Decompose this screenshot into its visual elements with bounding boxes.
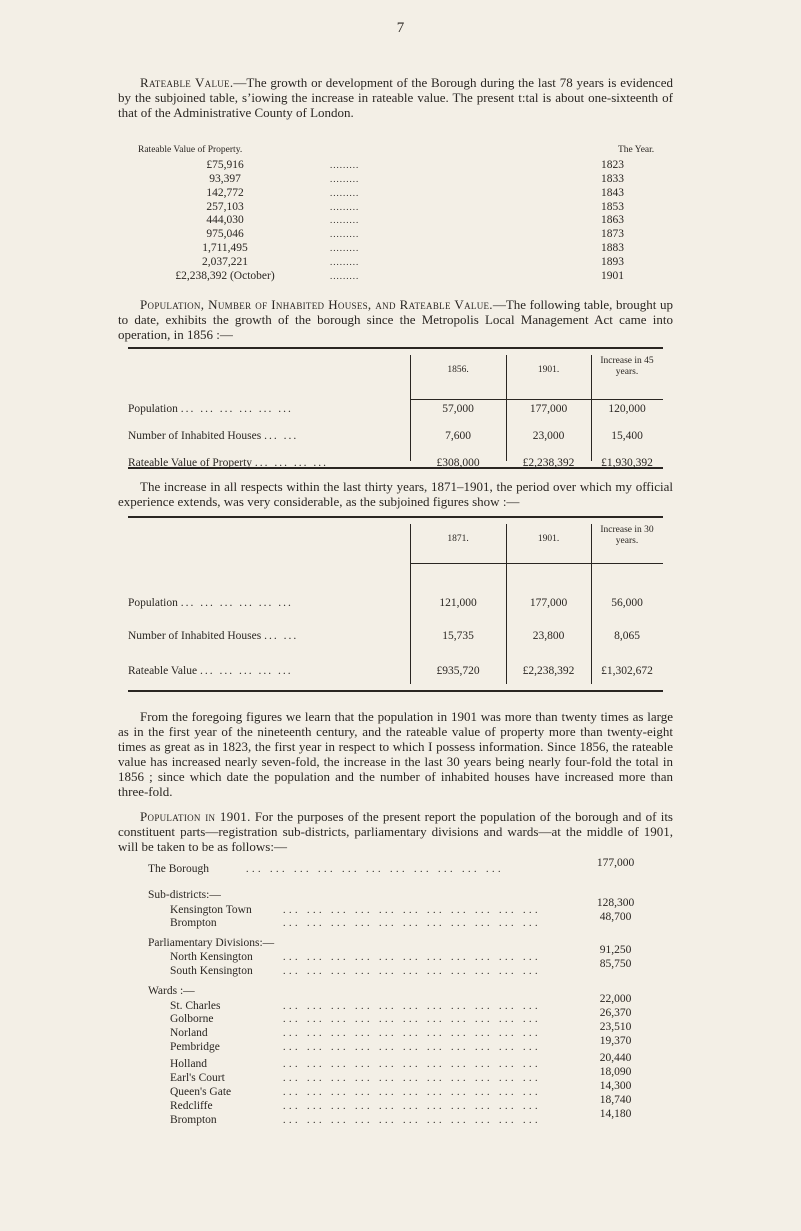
population-value: 18,740 <box>599 1094 632 1106</box>
table-cell: 7,600 <box>445 430 471 442</box>
population-row-label: Brompton <box>170 917 217 929</box>
growth-table-1856-1901 <box>128 347 663 469</box>
table-cell: £1,930,392 <box>601 457 653 469</box>
rateable-value-year: 1823 <box>601 159 624 171</box>
table-cell: 56,000 <box>611 597 643 609</box>
table-cell: 23,800 <box>532 630 565 642</box>
dot-leader: ... ... ... ... ... ... ... ... ... ... ... <box>283 966 541 977</box>
rateable-value-row <box>150 241 670 255</box>
dot-leader: ... ... ... ... ... ... ... ... ... ... ... <box>283 1028 541 1039</box>
population-value: 48,700 <box>599 911 632 923</box>
dot-leader: ......... <box>330 188 360 198</box>
table-column-header: Increase in 45 years. <box>600 356 654 377</box>
dot-leader: ......... <box>330 174 360 184</box>
rateable-value-year: 1883 <box>601 242 624 254</box>
dot-leader: ... ... ... ... ... ... ... ... ... ... ... <box>283 1101 541 1112</box>
dot-leader: ... ... ... ... ... ... <box>180 403 293 415</box>
population-row-label: St. Charles <box>170 1000 221 1012</box>
rateable-value-row <box>150 227 670 241</box>
dot-leader: ......... <box>330 215 360 225</box>
population-houses-paragraph <box>118 297 673 342</box>
table-cell: 23,000 <box>532 430 565 442</box>
col-header-value: Rateable Value of Property. <box>138 145 243 155</box>
dot-leader: ... ... ... ... ... ... ... ... ... ... ... <box>283 1073 541 1084</box>
table-cell: £2,238,392 <box>522 665 575 677</box>
rateable-value-amount: 142,772 <box>206 187 244 199</box>
table-row-label <box>128 430 298 442</box>
population-value: 22,000 <box>599 993 632 1005</box>
rateable-value-year: 1873 <box>601 228 624 240</box>
table-column-header: 1901. <box>537 365 560 375</box>
rateable-value-year: 1833 <box>601 173 624 185</box>
table-top-rule <box>128 516 663 518</box>
population-row-label: Redcliffe <box>170 1100 213 1112</box>
table-cell: £308,000 <box>436 457 480 469</box>
header-underline <box>410 399 663 400</box>
population-row-label: Kensington Town <box>170 904 252 916</box>
rateable-value-amount: 975,046 <box>206 228 244 240</box>
table-cell: 121,000 <box>439 597 477 609</box>
population-value: 18,090 <box>599 1066 632 1078</box>
rateable-value-row <box>150 200 670 214</box>
dot-leader: ... ... <box>264 430 299 442</box>
table-cell: 57,000 <box>442 403 474 415</box>
table-column-header: 1856. <box>447 365 469 375</box>
dot-leader: ... ... ... ... ... ... ... ... ... ... ... <box>283 905 541 916</box>
table-top-rule <box>128 347 663 349</box>
rateable-value-amount: 1,711,495 <box>202 242 248 254</box>
rateable-value-heading: Rateable Value. <box>140 75 234 90</box>
row-label-text: Population <box>128 403 178 415</box>
table-cell: 177,000 <box>529 597 568 609</box>
row-label-text: Rateable Value <box>128 665 198 677</box>
dot-leader: ......... <box>330 202 360 212</box>
dot-leader: ......... <box>330 243 360 253</box>
row-label-text: Number of Inhabited Houses <box>128 630 262 642</box>
dot-leader: ......... <box>330 257 360 267</box>
dot-leader: ... ... ... ... ... ... ... ... ... ... ... <box>283 1014 541 1025</box>
population-row-label: North Kensington <box>170 951 253 963</box>
population-row-label: Sub-districts:— <box>148 889 221 901</box>
population-row-label: Holland <box>170 1058 208 1070</box>
dot-leader: ... ... ... ... <box>254 457 329 469</box>
population-value: 128,300 <box>596 897 635 909</box>
table-cell: 177,000 <box>529 403 568 415</box>
rateable-value-row <box>150 213 670 227</box>
population-row-label: Parliamentary Divisions:— <box>148 937 275 949</box>
table-cell: £935,720 <box>436 665 480 677</box>
rateable-value-year: 1843 <box>601 187 624 199</box>
population-value: 19,370 <box>599 1035 632 1047</box>
rateable-value-row <box>150 158 670 172</box>
rateable-value-amount: £75,916 <box>206 159 244 171</box>
dot-leader: ......... <box>330 271 360 281</box>
dot-leader: ......... <box>330 229 360 239</box>
table-row-label <box>128 630 298 642</box>
table-cell: £1,302,672 <box>601 665 653 677</box>
rateable-value-year: 1863 <box>601 214 624 226</box>
table-cell: 120,000 <box>608 403 646 415</box>
population-row-label: Brompton <box>170 1114 217 1126</box>
population-value: 20,440 <box>599 1052 632 1064</box>
population-value: 85,750 <box>599 958 632 970</box>
population-value: 91,250 <box>599 944 632 956</box>
table-column-header: 1871. <box>447 534 469 544</box>
rateable-value-amount: 93,397 <box>209 173 241 185</box>
rateable-value-text: —The growth or development of the Borough during the last 78 years is evidenced by the subjoined table, s’iowing the increase in rateable value. The present t:tal is about one-sixteenth of that of the Administrative County of London. <box>118 75 673 120</box>
table-cell: £2,238,392 <box>522 457 575 469</box>
population-row-label: Wards :— <box>148 985 195 997</box>
population-1901-heading: Population in 1901. <box>140 809 251 824</box>
dot-leader: ... ... ... ... ... <box>199 665 293 677</box>
population-value: 26,370 <box>599 1007 632 1019</box>
rateable-value-row <box>150 172 670 186</box>
dot-leader: ... ... ... ... ... ... ... ... ... ... ... <box>283 1059 541 1070</box>
population-value: 23,510 <box>599 1021 632 1033</box>
rateable-value-amount: 2,037,221 <box>202 256 248 268</box>
row-label-text: Rateable Value of Property <box>128 457 253 469</box>
table-row-label <box>128 665 293 677</box>
rateable-value-row <box>150 255 670 269</box>
row-label-text: Number of Inhabited Houses <box>128 430 262 442</box>
population-houses-heading: Population, Number of Inhabited Houses, and Rateable Value. <box>140 297 493 312</box>
population-row-label: The Borough <box>148 863 210 875</box>
rateable-value-year: 1853 <box>601 201 624 213</box>
table-cell: 15,735 <box>442 630 474 642</box>
table-row-label <box>128 403 293 415</box>
dot-leader: ... ... ... ... ... ... ... ... ... ... ... <box>246 864 504 875</box>
population-value: 14,180 <box>599 1108 632 1120</box>
population-row-label: South Kensington <box>170 965 253 977</box>
rateable-value-amount: £2,238,392 (October) <box>175 270 275 282</box>
dot-leader: ... ... <box>264 630 299 642</box>
dot-leader: ... ... ... ... ... ... ... ... ... ... ... <box>283 952 541 963</box>
population-1901-paragraph <box>118 809 673 854</box>
dot-leader: ... ... ... ... ... ... ... ... ... ... ... <box>283 918 541 929</box>
rateable-value-year: 1901 <box>601 270 624 282</box>
population-value: 177,000 <box>596 857 635 869</box>
population-houses-text: —The following table, brought up to date, exhibits the growth of the borough since the Metropolis Local Management Act came into operation, in 1856 :— <box>118 297 674 342</box>
rateable-value-paragraph <box>118 75 673 120</box>
rateable-value-amount: 257,103 <box>206 201 244 213</box>
dot-leader: ... ... ... ... ... ... ... ... ... ... ... <box>283 1042 541 1053</box>
population-1901-text: For the purposes of the present report the population of the borough and of its constituent parts—registration sub-districts, parliamentary divisions and wards—at the middle of 1901, will be taken to be as follows:— <box>118 809 673 854</box>
table-bottom-rule <box>128 690 663 692</box>
population-value: 14,300 <box>599 1080 632 1092</box>
dot-leader: ... ... ... ... ... ... ... ... ... ... ... <box>283 1115 541 1126</box>
header-underline <box>410 563 663 564</box>
page-number: 7 <box>396 20 405 36</box>
population-row-label: Earl's Court <box>170 1072 225 1084</box>
dot-leader: ... ... ... ... ... ... ... ... ... ... ... <box>283 1001 541 1012</box>
row-label-text: Population <box>128 597 178 609</box>
rateable-value-row <box>150 186 670 200</box>
table-column-header: Increase in 30 years. <box>600 525 654 546</box>
table-row-label <box>128 457 328 469</box>
population-row-label: Pembridge <box>170 1041 220 1053</box>
col-header-year: The Year. <box>618 145 655 155</box>
growth-table-1871-1901 <box>128 516 663 692</box>
table-row-label <box>128 597 293 609</box>
rateable-value-amount: 444,030 <box>206 214 244 226</box>
table-cell: 8,065 <box>614 630 640 642</box>
table-column-header: 1901. <box>537 534 560 544</box>
dot-leader: ......... <box>330 160 360 170</box>
rateable-value-row <box>150 269 670 283</box>
table-cell: 15,400 <box>611 430 643 442</box>
population-row-label: Golborne <box>170 1013 214 1025</box>
population-row-label: Queen's Gate <box>170 1086 232 1098</box>
rateable-value-year: 1893 <box>601 256 624 268</box>
increase-paragraph: The increase in all respects within the last thirty years, 1871–1901, the period over which my official experience extends, was very considerable, as the subjoined figures show :— <box>118 479 673 509</box>
population-row-label: Norland <box>170 1027 208 1039</box>
foregoing-paragraph: From the foregoing figures we learn that the population in 1901 was more than twenty times as large as in the first year of the nineteenth century, and the rateable value of property more than twenty-eight times as great as in 1823, the first year in respect to which I possess information. Since 1856, the rateable value has increased nearly seven-fold, the increase in the last 30 years being nearly four-fold the total in 1856 ; since which date the population and the number of inhabited houses have increased more than three-fold. <box>118 709 673 799</box>
dot-leader: ... ... ... ... ... ... ... ... ... ... ... <box>283 1087 541 1098</box>
dot-leader: ... ... ... ... ... ... <box>180 597 293 609</box>
